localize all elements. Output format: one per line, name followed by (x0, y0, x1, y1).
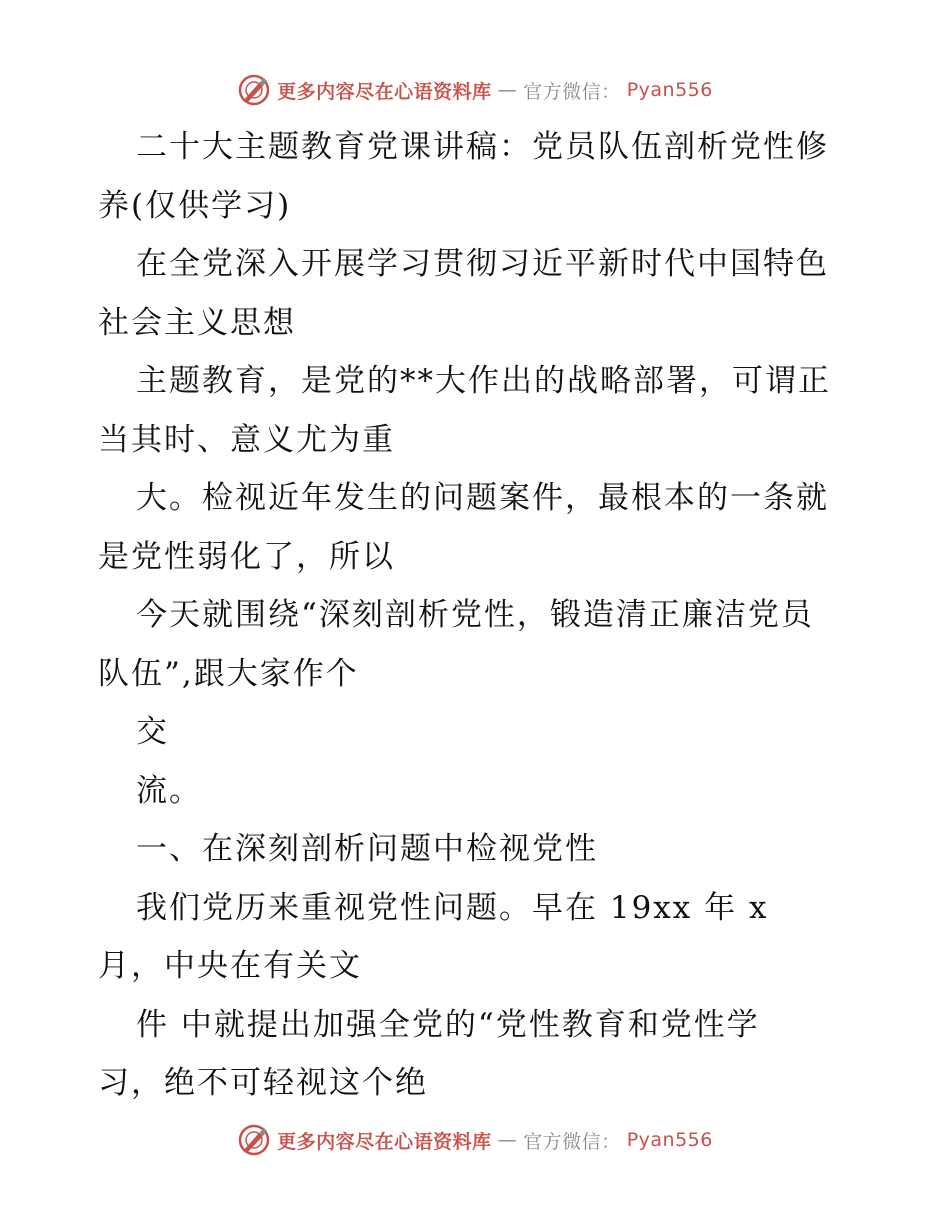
watermark-brand: 更多内容尽在心语资料库 (277, 80, 492, 103)
text-line: 大。检视近年发生的问题案件，最根本的一条就 (136, 480, 829, 516)
watermark-brand: 更多内容尽在心语资料库 (277, 1130, 492, 1153)
watermark-channel: 官方微信： (523, 80, 621, 103)
document-body (98, 118, 858, 1113)
text-line: 主题教育，是党的**大作出的战略部署，可谓正 (136, 363, 831, 399)
watermark-channel: 官方微信： (523, 1130, 621, 1153)
text-line: 养(仅供学习) (98, 187, 292, 224)
text-line: 月，中央在有关文 (98, 948, 362, 984)
text-line: 社会主义思想 (98, 304, 296, 341)
text-line: 流。 (136, 772, 202, 809)
watermark-wechat-id: Pyan556 (626, 79, 713, 101)
footer-watermark (0, 1120, 950, 1160)
watermark-wechat-id: Pyan556 (626, 1129, 713, 1151)
text-line: 二十大主题教育党课讲稿：党员队伍剖析党性修 (136, 129, 829, 165)
header-watermark (0, 70, 950, 110)
text-line: 交 (136, 714, 169, 750)
text-line: 件 中就提出加强全党的“党性教育和党性学 (136, 1006, 760, 1043)
text-line: 当其时、意义尤为重 (98, 421, 395, 458)
section-heading: 一、在深刻剖析问题中检视党性 (136, 831, 598, 867)
text-line: 队伍”,跟大家作个 (98, 655, 359, 692)
text-line: 是党性弱化了，所以 (98, 538, 395, 575)
text-line: 习，绝不可轻视这个绝 (98, 1065, 428, 1101)
text-line: 我们党历来重视党性问题。早在 19xx 年 x (136, 889, 769, 926)
watermark-dash: — (497, 1129, 518, 1151)
text-line: 今天就围绕“深刻剖析党性，锻造清正廉洁党员 (136, 597, 814, 633)
text-line: 在全党深入开展学习贯彻习近平新时代中国特色 (136, 246, 829, 282)
pen-circle-logo-icon (237, 73, 271, 107)
pen-circle-logo-icon (237, 1123, 271, 1157)
watermark-dash: — (497, 79, 518, 101)
